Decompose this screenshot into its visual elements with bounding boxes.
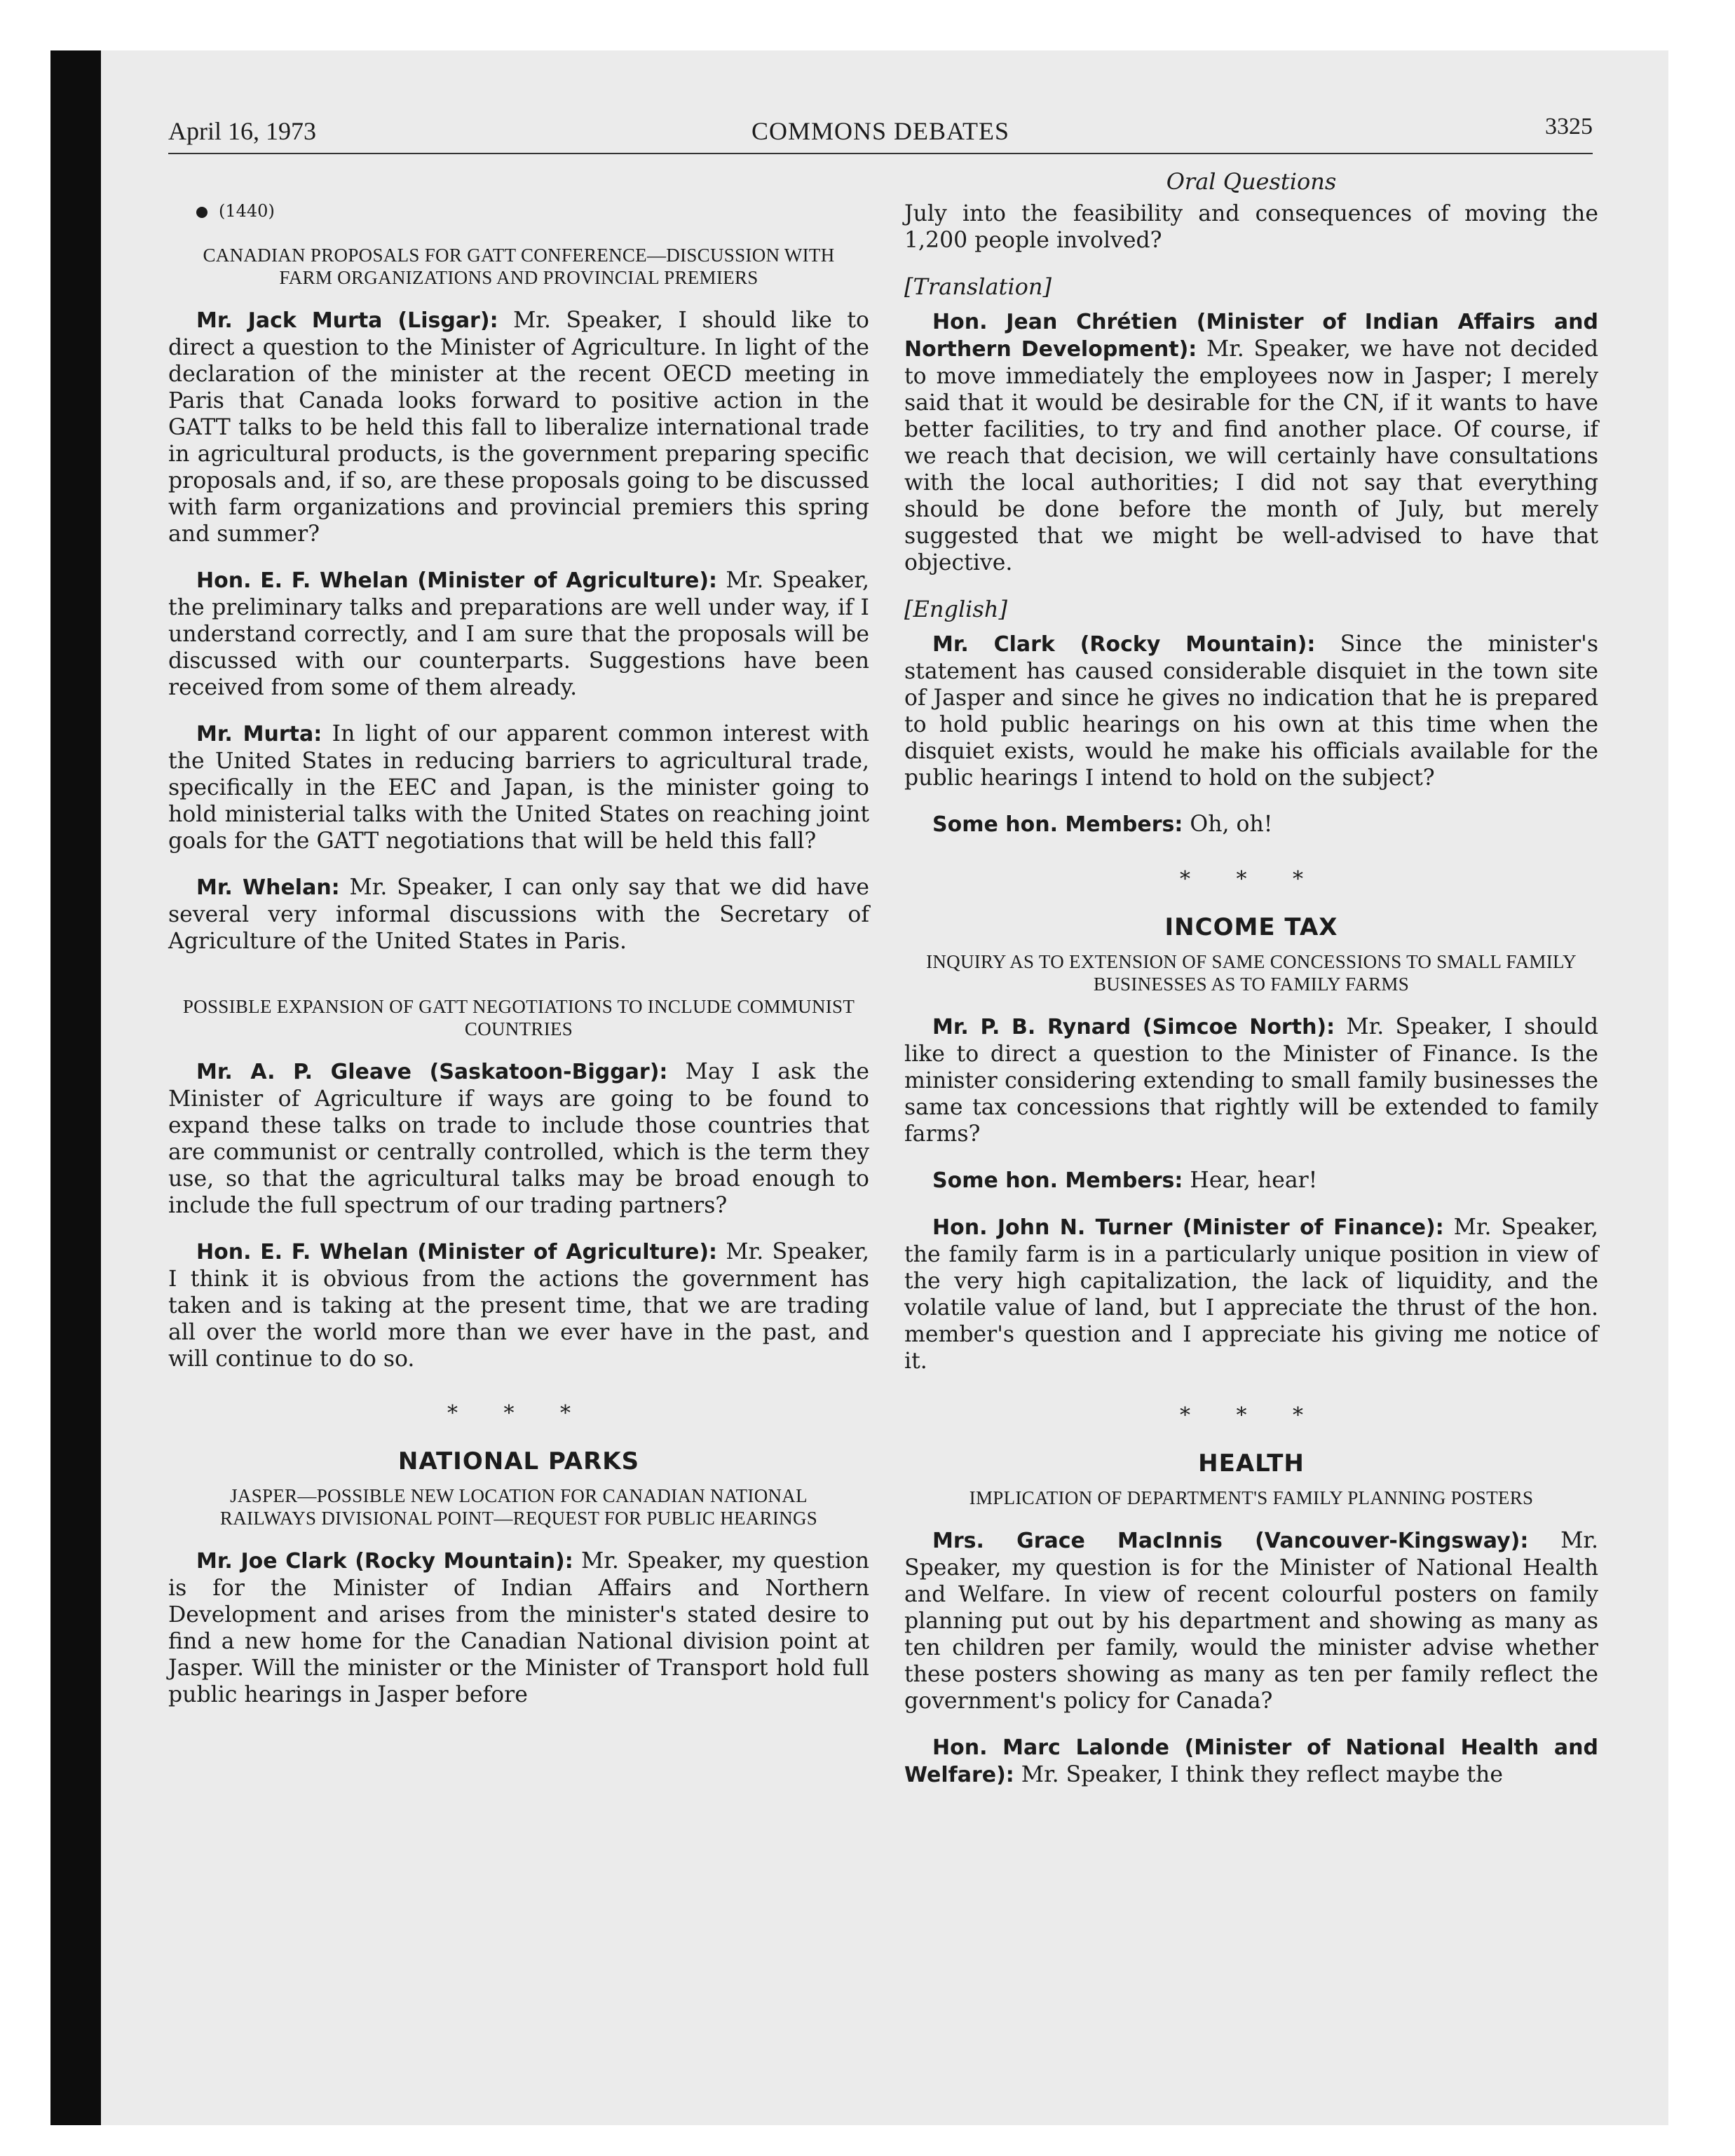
speech-text: Hear, hear! bbox=[1183, 1168, 1318, 1193]
page-number: 3325 bbox=[1545, 114, 1593, 139]
speech-text: Mr. Speaker, we have not decided to move immediately the employees now in Jasper; I merely said that it would be desirable for the CN, if it wants to have better facilities, to try and find another place. Of course, if we reach that decision, we will certainly have consultations with the local authorities; I did not say that everything should be done before the month of July, but merely suggested that we might be well-advised to have that objective. bbox=[904, 336, 1598, 575]
paragraph bbox=[904, 1734, 1598, 1789]
paragraph bbox=[168, 721, 869, 854]
paragraph bbox=[168, 1058, 869, 1219]
subhead-gatt-expansion: POSSIBLE EXPANSION OF GATT NEGOTIATIONS TO INCLUDE COMMUNIST COUNTRIES bbox=[182, 996, 855, 1039]
paragraph bbox=[904, 811, 1598, 838]
time-marker-text: (1440) bbox=[219, 201, 275, 221]
speaker-name: Hon. E. F. Whelan (Minister of Agriculture): bbox=[196, 1240, 718, 1264]
speech-text: Mr. Speaker, I should like to direct a question to the Minister of Agriculture. In light of the declaration of the minister at the recent OECD meeting in Paris that Canada looks forward to positive action in the GATT talks to be held this fall to liberalize international trade in agricultural products, is the government preparing specific proposals and, if so, are these proposals going to be discussed with farm organizations and provincial premiers this spring and summer? bbox=[168, 308, 869, 547]
time-marker bbox=[168, 198, 869, 224]
page-header bbox=[168, 116, 1593, 154]
paragraph bbox=[904, 308, 1598, 576]
paragraph bbox=[168, 874, 869, 955]
subhead-family-businesses: INQUIRY AS TO EXTENSION OF SAME CONCESSIONS TO SMALL FAMILY BUSINESSES AS TO FAMILY FARMS bbox=[926, 951, 1577, 995]
subhead-family-planning: IMPLICATION OF DEPARTMENT'S FAMILY PLANNING POSTERS bbox=[969, 1487, 1534, 1508]
speaker-name: Mr. A. P. Gleave (Saskatoon-Biggar): bbox=[196, 1060, 668, 1084]
speaker-name: Mr. Joe Clark (Rocky Mountain): bbox=[196, 1549, 573, 1574]
speech-text: Since the minister's statement has caused considerable disquiet in the town site of Jasper and since he gives no indication that he is prepared to hold public hearings on his own at this time when the disquiet exists, would he make his officials available for the public hearings I intend to hold on the subject? bbox=[904, 632, 1598, 791]
speech-text: Mr. Speaker, I can only say that we did have several very informal discussions with the Secretary of Agriculture of the United States in Paris. bbox=[168, 875, 869, 954]
language-marker: [English] bbox=[904, 596, 1007, 622]
paragraph bbox=[904, 1167, 1598, 1194]
speech-text: Oh, oh! bbox=[1183, 812, 1273, 837]
speech-text: Mr. Speaker, my question is for the Minister of Indian Affairs and Northern Development and arises from the minister's stated desire to find a new home for the Canadian National division point at Jasper. Will the minister or the Minister of Transport hold full public hearings in Jasper before bbox=[168, 1548, 869, 1707]
section-separator: * * * bbox=[1179, 867, 1324, 892]
language-marker: [Translation] bbox=[904, 273, 1052, 300]
speech-text: Mr. Speaker, I think they reflect maybe the bbox=[1014, 1762, 1503, 1787]
paragraph bbox=[904, 1014, 1598, 1147]
speaker-name: Mr. Whelan: bbox=[196, 875, 340, 900]
speech-text: Mr. Speaker, my question is for the Minister of National Health and Welfare. In view of recent colourful posters on family planning put out by his department and showing as many as ten children per family, would the minister advise whether these posters showing as many as ten per family reflect the government's policy for Canada? bbox=[904, 1528, 1598, 1714]
paragraph bbox=[904, 1214, 1598, 1374]
speech-text: May I ask the Minister of Agriculture if ways are going to be found to expand these talks on trade to include those countries that are communist or centrally controlled, which is the term they use, so that the agricultural talks may be broad enough to include the full spectrum of our trading partners? bbox=[168, 1059, 869, 1218]
paragraph bbox=[904, 1527, 1598, 1714]
paragraph-continued: July into the feasibility and consequences of moving the 1,200 people involved? bbox=[904, 201, 1598, 253]
paragraph bbox=[168, 1239, 869, 1372]
header-title: COMMONS DEBATES bbox=[751, 117, 1010, 145]
speaker-name: Hon. John N. Turner (Minister of Finance): bbox=[932, 1215, 1444, 1240]
speaker-name: Mr. Clark (Rocky Mountain): bbox=[932, 632, 1316, 657]
paragraph bbox=[168, 567, 869, 701]
running-head: Oral Questions bbox=[1166, 168, 1337, 195]
speaker-name: Mrs. Grace MacInnis (Vancouver-Kingsway): bbox=[932, 1529, 1529, 1553]
paragraph bbox=[168, 1548, 869, 1708]
scan-binding-edge bbox=[50, 50, 101, 2125]
bullet-icon bbox=[196, 207, 207, 218]
speech-text: Mr. Speaker, I think it is obvious from the actions the government has taken and is taking at the present time, that we are trading all over the world more than we ever have in the past, and will continue to do so. bbox=[168, 1239, 869, 1372]
paragraph bbox=[168, 307, 869, 547]
speaker-name: Some hon. Members: bbox=[932, 812, 1183, 837]
left-column bbox=[168, 198, 869, 1728]
right-column bbox=[904, 168, 1598, 1808]
speech-text: Mr. Speaker, the preliminary talks and preparations are well under way, if I understand correctly, and I am sure that the proposals will be discussed with our counterparts. Suggestions have been received from some of them already. bbox=[168, 568, 869, 700]
speaker-name: Hon. Marc Lalonde (Minister of National Health and Welfare): bbox=[904, 1735, 1598, 1787]
speaker-name: Mr. Murta: bbox=[196, 722, 322, 746]
paragraph bbox=[904, 631, 1598, 791]
speech-text: Mr. Speaker, the family farm is in a particularly unique position in view of the very high capitalization, the lack of liquidity, and the volatile value of land, but I appreciate the thrust of the hon. member's question and I appreciate his giving me notice of it. bbox=[904, 1215, 1598, 1374]
section-title-income-tax: INCOME TAX bbox=[1164, 913, 1338, 941]
speaker-name: Hon. Jean Chrétien (Minister of Indian Affairs and Northern Development): bbox=[904, 310, 1598, 362]
speech-text: In light of our apparent common interest with the United States in reducing barriers to agricultural trade, specifically in the EEC and Japan, is the minister going to hold ministerial talks with the United States on reaching joint goals for the GATT negotiations that will be held this fall? bbox=[168, 721, 869, 854]
speaker-name: Mr. P. B. Rynard (Simcoe North): bbox=[932, 1015, 1335, 1039]
section-separator: * * * bbox=[1179, 1403, 1324, 1428]
section-title-national-parks: NATIONAL PARKS bbox=[397, 1447, 640, 1475]
speaker-name: Hon. E. F. Whelan (Minister of Agriculture): bbox=[196, 568, 718, 593]
speaker-name: Mr. Jack Murta (Lisgar): bbox=[196, 308, 498, 333]
section-separator: * * * bbox=[447, 1401, 591, 1426]
speaker-name: Some hon. Members: bbox=[932, 1168, 1183, 1193]
section-title-health: HEALTH bbox=[1198, 1449, 1305, 1478]
subhead-gatt-conference: CANADIAN PROPOSALS FOR GATT CONFERENCE—DISCUSSION WITH FARM ORGANIZATIONS AND PROVINCIAL PREMIERS bbox=[203, 245, 835, 288]
speech-text: Mr. Speaker, I should like to direct a question to the Minister of Finance. Is the minister considering extending to small family businesses the same tax concessions that rightly will be extended to family farms? bbox=[904, 1014, 1598, 1147]
header-date: April 16, 1973 bbox=[168, 117, 316, 145]
subhead-jasper: JASPER—POSSIBLE NEW LOCATION FOR CANADIAN NATIONAL RAILWAYS DIVISIONAL POINT—REQUEST FOR PUBLIC HEARINGS bbox=[219, 1485, 818, 1529]
